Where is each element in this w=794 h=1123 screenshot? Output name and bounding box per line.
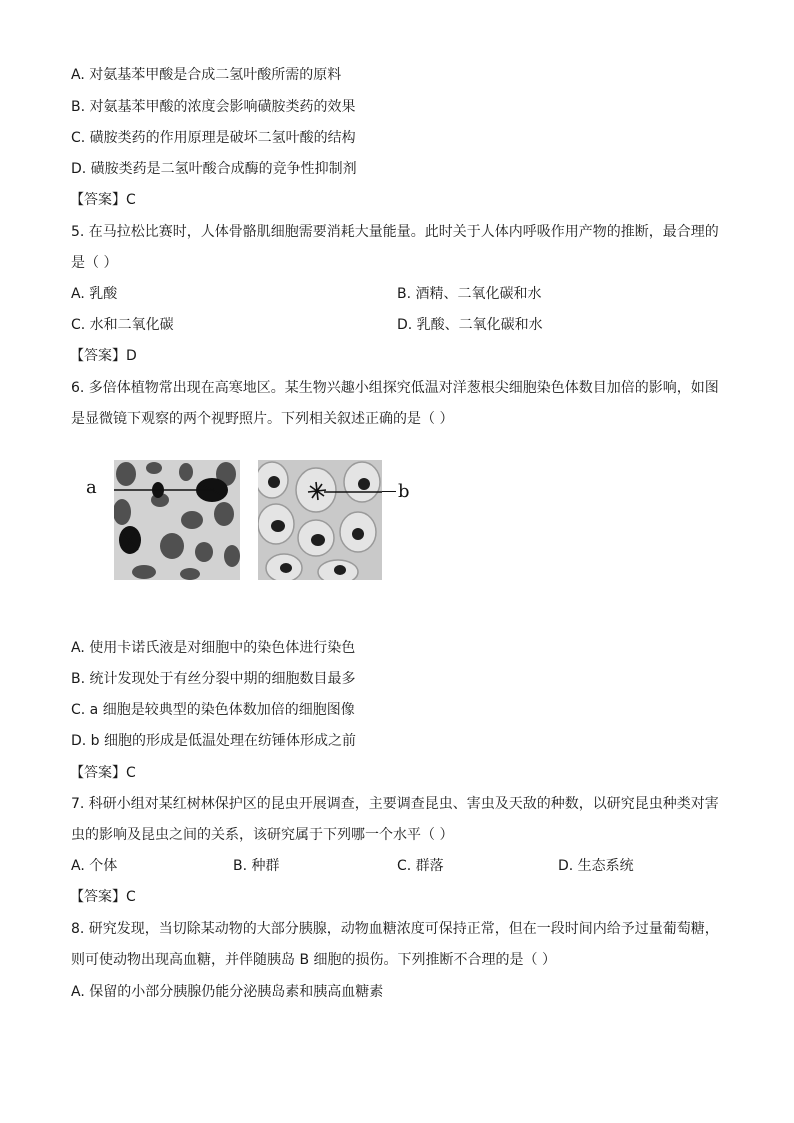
q7-option-b: B. 种群 xyxy=(233,858,280,874)
micrograph-field-b xyxy=(258,460,382,580)
q6-answer: 【答案】C xyxy=(70,765,136,781)
micrograph-field-a xyxy=(114,460,240,580)
q7-option-d: D. 生态系统 xyxy=(558,858,634,874)
q4-answer: 【答案】C xyxy=(70,192,136,208)
q7-option-a: A. 个体 xyxy=(71,858,118,874)
microscope-figure xyxy=(84,458,414,584)
q8-stem-line2: 则可使动物出现高血糖，并伴随胰岛 B 细胞的损伤。下列推断不合理的是（ ） xyxy=(71,952,556,968)
figure-label-a: a xyxy=(86,477,97,498)
q5-option-c: C. 水和二氧化碳 xyxy=(71,317,174,333)
q6-option-a: A. 使用卡诺氏液是对细胞中的染色体进行染色 xyxy=(71,640,356,656)
q7-option-c: C. 群落 xyxy=(397,858,444,874)
q6-option-c: C. a 细胞是较典型的染色体数加倍的细胞图像 xyxy=(71,702,355,718)
q4-option-c: C. 磺胺类药的作用原理是破坏二氢叶酸的结构 xyxy=(71,130,356,146)
label-b-leader-line xyxy=(382,491,396,492)
q5-option-a: A. 乳酸 xyxy=(71,286,118,302)
q5-option-d: D. 乳酸、二氧化碳和水 xyxy=(397,317,543,333)
q4-option-d: D. 磺胺类药是二氢叶酸合成酶的竞争性抑制剂 xyxy=(71,161,357,177)
q4-option-b: B. 对氨基苯甲酸的浓度会影响磺胺类药的效果 xyxy=(71,99,356,115)
q6-stem-line2: 是显微镜下观察的两个视野照片。下列相关叙述正确的是（ ） xyxy=(71,411,454,427)
q5-stem-line2: 是（ ） xyxy=(71,255,118,271)
q6-option-b: B. 统计发现处于有丝分裂中期的细胞数目最多 xyxy=(71,671,356,687)
q5-stem-line1: 5. 在马拉松比赛时，人体骨骼肌细胞需要消耗大量能量。此时关于人体内呼吸作用产物的推断，最合理的 xyxy=(71,224,719,240)
q6-stem-line1: 6. 多倍体植物常出现在高寒地区。某生物兴趣小组探究低温对洋葱根尖细胞染色体数目加倍的影响，如图 xyxy=(71,380,719,396)
micrograph-a-image xyxy=(114,460,240,580)
figure-label-b: b xyxy=(398,481,410,502)
q7-stem-line1: 7. 科研小组对某红树林保护区的昆虫开展调查，主要调查昆虫、害虫及天敌的种数，以研究昆虫种类对害 xyxy=(71,796,719,812)
q5-answer: 【答案】D xyxy=(70,348,137,364)
micrograph-b-image xyxy=(258,460,382,580)
q7-stem-line2: 虫的影响及昆虫之间的关系，该研究属于下列哪一个水平（ ） xyxy=(71,827,454,843)
q6-option-d: D. b 细胞的形成是低温处理在纺锤体形成之前 xyxy=(71,733,357,749)
q4-option-a: A. 对氨基苯甲酸是合成二氢叶酸所需的原料 xyxy=(71,67,342,83)
q8-stem-line1: 8. 研究发现，当切除某动物的大部分胰腺，动物血糖浓度可保持正常，但在一段时间内给予过量葡萄糖， xyxy=(71,921,719,937)
q8-option-a: A. 保留的小部分胰腺仍能分泌胰岛素和胰高血糖素 xyxy=(71,984,384,1000)
q7-answer: 【答案】C xyxy=(70,889,136,905)
q5-option-b: B. 酒精、二氧化碳和水 xyxy=(397,286,542,302)
